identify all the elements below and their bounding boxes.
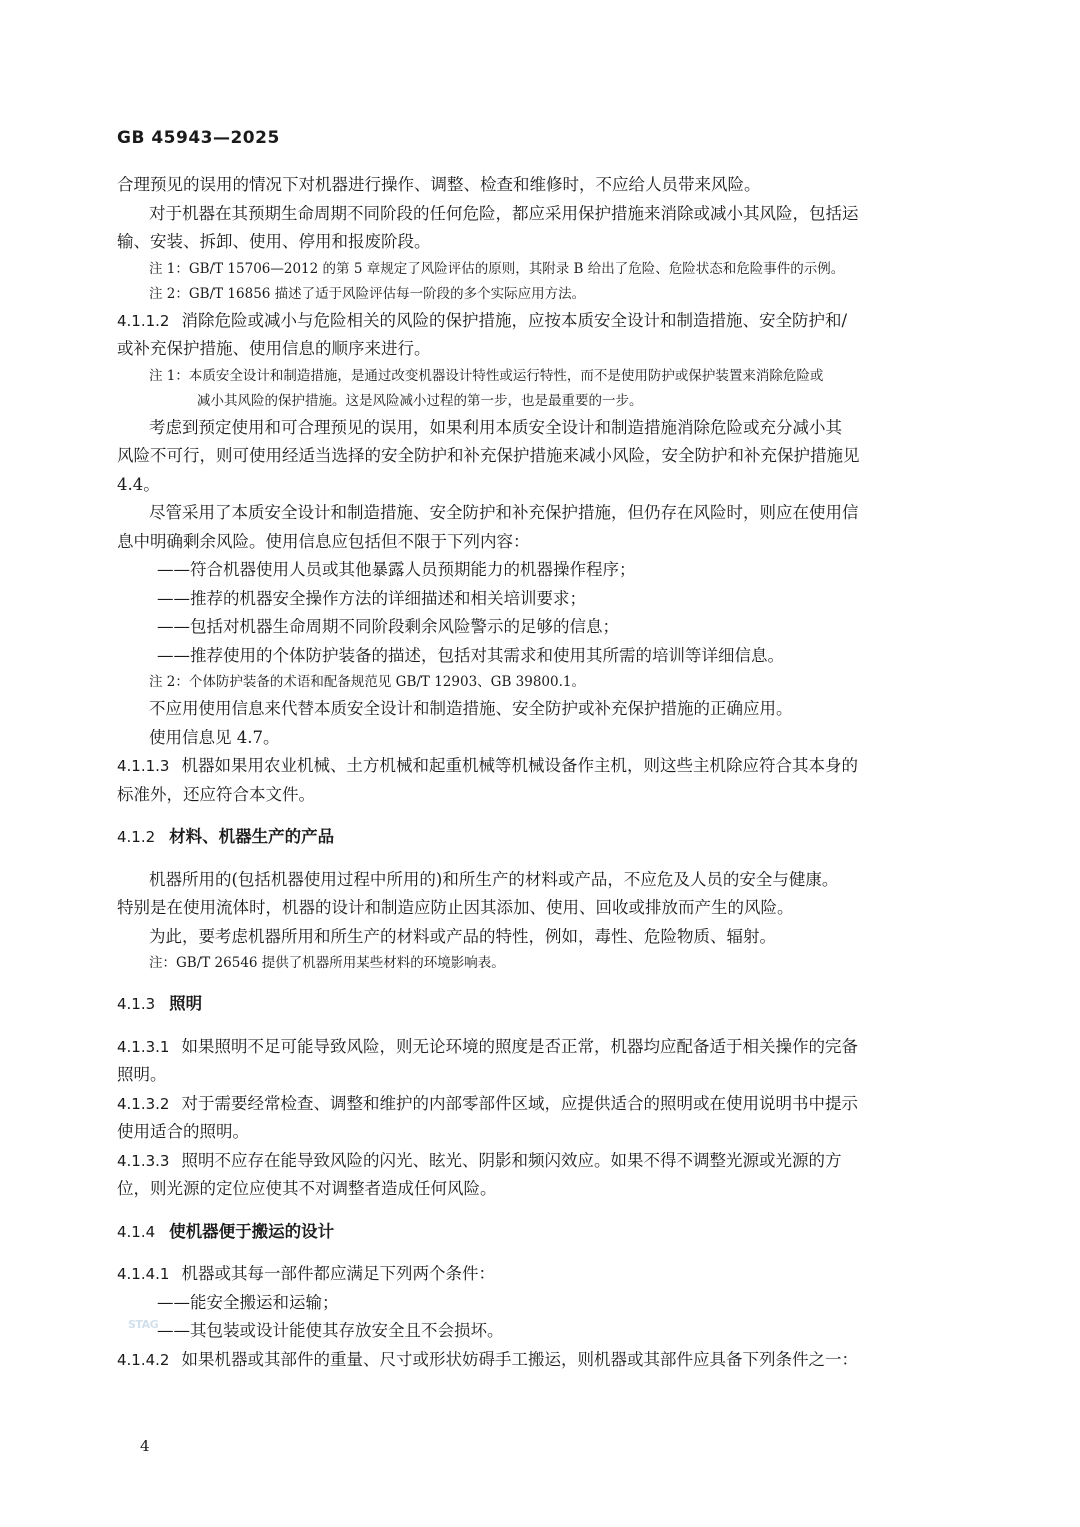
text-line: 特别是在使用流体时，机器的设计和制造应防止因其添加、使用、回收或排放而产生的风险。 xyxy=(117,898,794,917)
clause-text: 照明不应存在能导致风险的闪光、眩光、阴影和频闪效应。如果不得不调整光源或光源的方 xyxy=(181,1150,842,1170)
clause-number: 4.1.4.1 xyxy=(117,1265,170,1283)
clause-4-1-3-3 xyxy=(117,1147,955,1176)
note-3: 注 1：本质安全设计和制造措施，是通过改变机器设计特性或运行特性，而不是使用防护或保护装置来消除危险或 xyxy=(149,367,824,384)
paragraph-line: 考虑到预定使用和可合理预见的误用，如果利用本质安全设计和制造措施消除危险或充分减小其 xyxy=(149,417,842,437)
section-title: 使机器便于搬运的设计 xyxy=(169,1221,335,1241)
paragraph-line: 使用信息见 4.7。 xyxy=(149,727,280,747)
paragraph-line: 尽管采用了本质安全设计和制造措施、安全防护和补充保护措施，但仍存在风险时，则应在使用信 xyxy=(149,503,859,522)
text-line: 照明。 xyxy=(117,1065,167,1084)
page-number: 4 xyxy=(140,1437,150,1455)
standard-code: GB 45943—2025 xyxy=(117,128,280,148)
clause-4-1-3-1 xyxy=(117,1033,955,1062)
note-2: 注 2：GB/T 16856 描述了适于风险评估每一阶段的多个实际应用方法。 xyxy=(149,285,586,302)
clause-text: 机器如果用农业机械、土方机械和起重机械等机械设备作主机，则这些主机除应符合其本身的 xyxy=(181,756,858,775)
note-4: 注 2：个体防护装备的术语和配备规范见 GB/T 12903、GB 39800.1。 xyxy=(149,674,585,690)
clause-text: 如果机器或其部件的重量、尺寸或形状妨碍手工搬运，则机器或其部件应具备下列条件之一： xyxy=(181,1349,858,1369)
text-line: 风险不可行，则可使用经适当选择的安全防护和补充保护措施来减小风险，安全防护和补充保护措施见 xyxy=(117,446,860,465)
clause-number: 4.1.3.3 xyxy=(117,1151,170,1170)
list-item: ——其包装或设计能使其存放安全且不会损坏。 xyxy=(157,1321,504,1340)
section-number: 4.1.2 xyxy=(117,828,156,846)
text-line: 标准外，还应符合本文件。 xyxy=(117,784,315,804)
note-3-continued: 减小其风险的保护措施。这是风险减小过程的第一步，也是最重要的一步。 xyxy=(197,392,643,409)
watermark-logo: STAG xyxy=(128,1318,159,1331)
clause-number: 4.1.3.1 xyxy=(117,1037,170,1056)
clause-number: 4.1.1.2 xyxy=(117,311,170,330)
paragraph-line: 机器所用的(包括机器使用过程中所用的)和所生产的材料或产品，不应危及人员的安全与健康。 xyxy=(149,869,839,889)
text-line: 合理预见的误用的情况下对机器进行操作、调整、检查和维修时，不应给人员带来风险。 xyxy=(117,175,761,194)
note-5: 注：GB/T 26546 提供了机器所用某些材料的环境影响表。 xyxy=(149,955,505,971)
clause-text: 对于需要经常检查、调整和维护的内部零部件区域，应提供适合的照明或在使用说明书中提示 xyxy=(181,1093,858,1113)
section-heading-4-1-3 xyxy=(117,990,955,1019)
section-heading-4-1-4 xyxy=(117,1218,955,1247)
list-item: ——符合机器使用人员或其他暴露人员预期能力的机器操作程序； xyxy=(157,560,636,579)
list-item: ——推荐的机器安全操作方法的详细描述和相关培训要求； xyxy=(157,588,586,608)
paragraph-line: 不应用使用信息来代替本质安全设计和制造措施、安全防护或补充保护措施的正确应用。 xyxy=(149,699,793,718)
clause-text: 消除危险或减小与危险相关的风险的保护措施，应按本质安全设计和制造措施、安全防护和/ xyxy=(181,310,848,330)
clause-4-1-1-2 xyxy=(117,307,955,336)
list-item: ——推荐使用的个体防护装备的描述，包括对其需求和使用其所需的培训等详细信息。 xyxy=(157,645,784,665)
clause-number: 4.1.4.2 xyxy=(117,1350,170,1369)
clause-number: 4.1.3.2 xyxy=(117,1094,170,1113)
clause-4-1-3-2 xyxy=(117,1090,955,1119)
clause-4-1-4-2 xyxy=(117,1346,955,1375)
note-1: 注 1：GB/T 15706—2012 的第 5 章规定了风险评估的原则，其附录 B 给出了危险、危险状态和危险事件的示例。 xyxy=(149,260,845,277)
list-item: ——包括对机器生命周期不同阶段剩余风险警示的足够的信息； xyxy=(157,617,619,636)
text-line: 4.4。 xyxy=(117,474,160,494)
page-content xyxy=(117,171,955,1374)
section-title: 材料、机器生产的产品 xyxy=(169,827,335,846)
clause-4-1-4-1 xyxy=(117,1260,955,1289)
section-heading-4-1-2 xyxy=(117,823,955,852)
text-line: 使用适合的照明。 xyxy=(117,1122,249,1141)
clause-4-1-1-3 xyxy=(117,752,955,781)
clause-number: 4.1.1.3 xyxy=(117,757,170,775)
paragraph-line: 对于机器在其预期生命周期不同阶段的任何危险，都应采用保护措施来消除或减小其风险，包括运 xyxy=(149,203,859,223)
text-line: 息中明确剩余风险。使用信息应包括但不限于下列内容： xyxy=(117,531,530,551)
section-number: 4.1.4 xyxy=(117,1222,156,1241)
paragraph-line: 为此，要考虑机器所用和所生产的材料或产品的特性，例如，毒性、危险物质、辐射。 xyxy=(149,926,776,946)
section-number: 4.1.3 xyxy=(117,995,156,1013)
section-title: 照明 xyxy=(169,994,203,1013)
text-line: 或补充保护措施、使用信息的顺序来进行。 xyxy=(117,339,431,358)
list-item: ——能安全搬运和运输； xyxy=(157,1292,339,1312)
text-line: 位，则光源的定位应使其不对调整者造成任何风险。 xyxy=(117,1179,497,1198)
text-line: 输、安装、拆卸、使用、停用和报废阶段。 xyxy=(117,232,431,251)
clause-text: 机器或其每一部件都应满足下列两个条件： xyxy=(181,1264,495,1283)
clause-text: 如果照明不足可能导致风险，则无论环境的照度是否正常，机器均应配备适于相关操作的完备 xyxy=(181,1036,858,1056)
